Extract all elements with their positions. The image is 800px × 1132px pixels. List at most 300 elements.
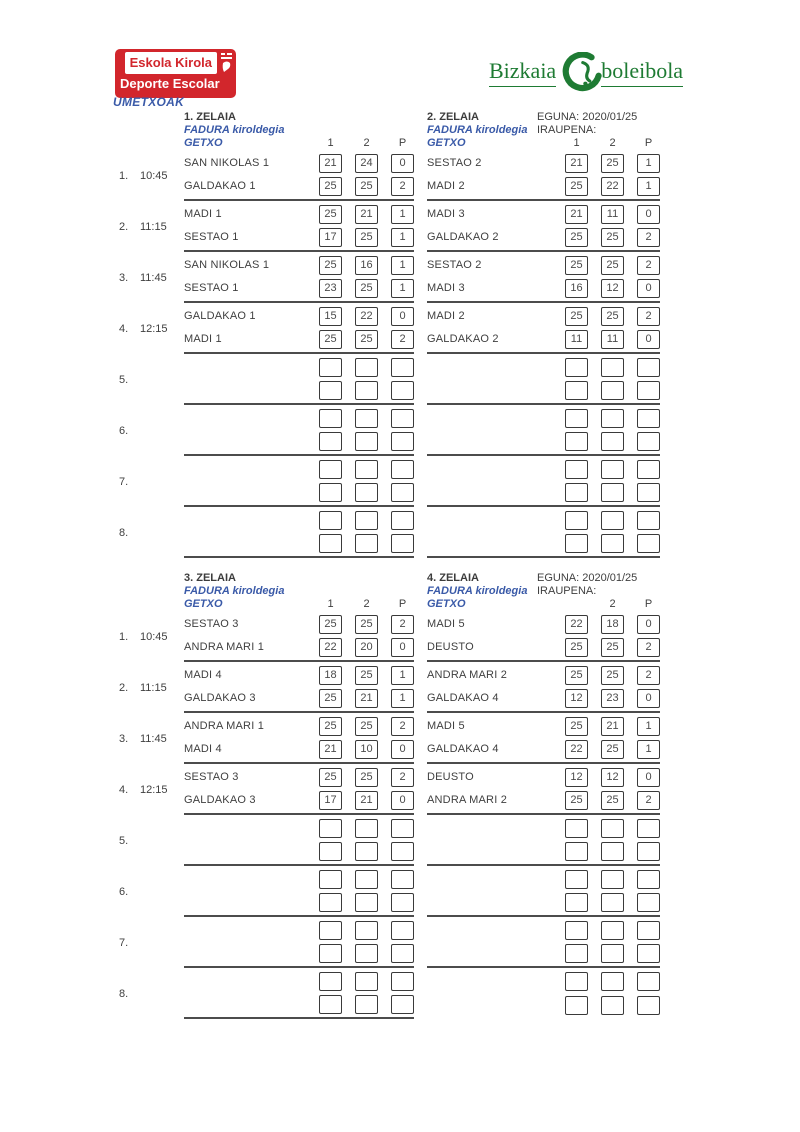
match-row (184, 354, 414, 405)
points-box: 2 (637, 638, 660, 657)
team-line (427, 818, 660, 838)
round-row (112, 662, 184, 713)
set2-score-box (601, 483, 624, 502)
court-block (184, 111, 414, 558)
round-number: 3. (119, 271, 129, 284)
team-name: MADI 3 (427, 208, 465, 220)
team-name: DEUSTO (427, 641, 474, 653)
court-title: 3. ZELAIA (184, 572, 236, 584)
set2-score-box: 25 (601, 228, 624, 247)
set2-score-box (355, 511, 378, 530)
team-line (427, 767, 660, 787)
schedule-section (112, 572, 682, 1019)
team-name: MADI 5 (427, 618, 465, 630)
set2-score-box (355, 944, 378, 963)
team-line (427, 841, 660, 861)
points-box (637, 819, 660, 838)
points-box (391, 534, 414, 553)
points-box (637, 842, 660, 861)
set1-score-box (319, 944, 342, 963)
team-name: DEUSTO (427, 771, 474, 783)
team-line (427, 790, 660, 810)
points-box: 0 (637, 205, 660, 224)
set1-score-box (319, 358, 342, 377)
round-row (112, 968, 184, 1019)
team-name: MADI 4 (184, 669, 222, 681)
set2-score-box: 21 (601, 717, 624, 736)
points-box (391, 893, 414, 912)
set2-score-box: 25 (601, 256, 624, 275)
team-line (184, 920, 414, 940)
points-box: 0 (637, 768, 660, 787)
set1-score-box (565, 511, 588, 530)
set-column-headers (319, 137, 414, 150)
court-title: 2. ZELAIA (427, 111, 479, 123)
set1-score-box (565, 842, 588, 861)
points-box: 2 (391, 615, 414, 634)
points-box: 0 (637, 615, 660, 634)
court-town: GETXO (184, 137, 223, 149)
points-box (637, 972, 660, 991)
set2-score-box (601, 511, 624, 530)
team-name: SAN NIKOLAS 1 (184, 157, 270, 169)
set1-score-box: 25 (565, 228, 588, 247)
volleyball-swirl-icon (558, 52, 604, 96)
set2-score-box: 25 (601, 154, 624, 173)
date-label: EGUNA: 2020/01/25 (537, 111, 638, 123)
match-list (184, 150, 414, 558)
set2-score-box (355, 432, 378, 451)
court-block (184, 572, 414, 1019)
team-line (427, 380, 660, 400)
bizkaia-boleibola-logo (489, 50, 683, 94)
team-line (184, 716, 414, 736)
match-row (184, 713, 414, 764)
set1-score-box (565, 460, 588, 479)
set2-score-box: 10 (355, 740, 378, 759)
points-box (391, 972, 414, 991)
team-line (427, 278, 660, 298)
points-box (391, 460, 414, 479)
points-box: 2 (637, 791, 660, 810)
team-line (427, 329, 660, 349)
set2-score-box: 22 (355, 307, 378, 326)
team-line (184, 431, 414, 451)
set1-score-box (319, 511, 342, 530)
points-box: 2 (391, 717, 414, 736)
round-row (112, 354, 184, 405)
set1-score-box: 25 (565, 638, 588, 657)
set1-score-box (565, 893, 588, 912)
round-time: 11:15 (140, 220, 167, 233)
team-name: SESTAO 2 (427, 259, 482, 271)
eskola-kirola-title: Eskola Kirola (125, 52, 217, 74)
points-box (391, 409, 414, 428)
team-name: SESTAO 1 (184, 231, 239, 243)
set1-score-box (565, 996, 588, 1015)
round-row (112, 764, 184, 815)
points-box: 0 (637, 330, 660, 349)
set1-score-box (319, 819, 342, 838)
court-town: GETXO (184, 598, 223, 610)
set2-score-box (355, 409, 378, 428)
schedule-sections (112, 111, 682, 1033)
round-row (112, 252, 184, 303)
match-row (184, 456, 414, 507)
schedule-section (112, 111, 682, 558)
match-row (184, 507, 414, 558)
round-row (112, 611, 184, 662)
match-list (427, 150, 660, 558)
court-venue: FADURA kiroldegia (184, 585, 285, 597)
team-line (184, 767, 414, 787)
court-block (427, 572, 660, 1019)
duration-label: IRAUPENA: (537, 124, 597, 136)
set1-column-header: 1 (327, 598, 334, 610)
team-name: SESTAO 1 (184, 282, 239, 294)
set2-column-header: 2 (363, 598, 370, 610)
set2-score-box (355, 870, 378, 889)
team-line (184, 255, 414, 275)
match-row (427, 405, 660, 456)
set2-score-box (601, 944, 624, 963)
set-column-headers (319, 598, 414, 611)
points-box: 2 (637, 228, 660, 247)
points-box (637, 432, 660, 451)
set1-score-box (565, 483, 588, 502)
round-row (112, 917, 184, 968)
set1-score-box: 25 (319, 689, 342, 708)
points-box (391, 432, 414, 451)
team-line (427, 995, 660, 1015)
set2-score-box: 21 (355, 791, 378, 810)
round-time: 10:45 (140, 169, 168, 182)
rounds-column (112, 111, 184, 558)
match-row (184, 764, 414, 815)
set-column-headers (565, 137, 660, 150)
round-number: 3. (119, 732, 129, 745)
set2-score-box (355, 842, 378, 861)
round-time: 12:15 (140, 322, 168, 335)
set2-score-box (601, 460, 624, 479)
team-line (184, 408, 414, 428)
set2-score-box: 21 (355, 205, 378, 224)
set1-score-box: 25 (319, 768, 342, 787)
team-line (427, 431, 660, 451)
points-box (637, 358, 660, 377)
set2-score-box: 25 (355, 330, 378, 349)
team-line (184, 153, 414, 173)
team-name: ANDRA MARI 2 (427, 794, 508, 806)
team-line (427, 227, 660, 247)
points-box (637, 511, 660, 530)
points-box: 1 (391, 689, 414, 708)
set1-score-box (319, 432, 342, 451)
round-number: 8. (119, 526, 129, 539)
court-header (184, 111, 414, 150)
points-box (391, 921, 414, 940)
set2-score-box: 25 (355, 717, 378, 736)
match-row (184, 662, 414, 713)
team-name: MADI 2 (427, 180, 465, 192)
set1-score-box (319, 483, 342, 502)
set1-score-box: 25 (565, 177, 588, 196)
points-box (391, 381, 414, 400)
points-box (637, 460, 660, 479)
set2-score-box: 25 (601, 307, 624, 326)
set2-score-box: 25 (355, 768, 378, 787)
set2-column-header: 2 (609, 598, 616, 610)
team-line (184, 614, 414, 634)
set2-score-box (601, 432, 624, 451)
team-name: MADI 3 (427, 282, 465, 294)
set2-score-box (601, 358, 624, 377)
team-name: GALDAKAO 2 (427, 333, 499, 345)
team-name: GALDAKAO 4 (427, 692, 499, 704)
team-line (427, 204, 660, 224)
set2-score-box (355, 460, 378, 479)
set1-score-box (565, 819, 588, 838)
points-box: 0 (391, 740, 414, 759)
round-time: 11:45 (140, 271, 167, 284)
team-line (427, 357, 660, 377)
set1-score-box (319, 972, 342, 991)
round-row (112, 201, 184, 252)
team-line (184, 994, 414, 1014)
team-line (427, 510, 660, 530)
team-name: SESTAO 3 (184, 771, 239, 783)
team-line (427, 688, 660, 708)
points-box: 1 (391, 279, 414, 298)
set1-score-box (565, 944, 588, 963)
set2-score-box: 25 (355, 666, 378, 685)
team-line (184, 227, 414, 247)
match-row (427, 917, 660, 968)
set1-score-box (319, 842, 342, 861)
set1-score-box (565, 870, 588, 889)
round-row (112, 713, 184, 764)
points-box (637, 483, 660, 502)
set2-score-box: 20 (355, 638, 378, 657)
points-box: 0 (637, 689, 660, 708)
points-box (391, 870, 414, 889)
points-box: 0 (391, 791, 414, 810)
set2-score-box: 18 (601, 615, 624, 634)
set1-score-box: 25 (319, 177, 342, 196)
set2-score-box (355, 534, 378, 553)
points-box: 0 (637, 279, 660, 298)
date-label: EGUNA: 2020/01/25 (537, 572, 638, 584)
team-line (184, 278, 414, 298)
team-line (427, 533, 660, 553)
round-number: 8. (119, 987, 129, 1000)
deporte-escolar-title: Deporte Escolar (120, 76, 220, 91)
set2-score-box: 25 (601, 791, 624, 810)
set2-score-box: 24 (355, 154, 378, 173)
team-line (184, 971, 414, 991)
team-line (184, 357, 414, 377)
match-row (427, 611, 660, 662)
set2-score-box (601, 893, 624, 912)
set1-score-box: 22 (319, 638, 342, 657)
bizkaia-wordmark: Bizkaia (489, 58, 556, 87)
round-row (112, 507, 184, 558)
set2-score-box: 25 (355, 615, 378, 634)
set1-score-box: 21 (319, 740, 342, 759)
round-time: 12:15 (140, 783, 168, 796)
set1-score-box (565, 409, 588, 428)
team-line (184, 790, 414, 810)
match-row (184, 303, 414, 354)
points-column-header: P (398, 137, 407, 149)
points-box (391, 819, 414, 838)
team-line (427, 482, 660, 502)
set1-score-box (565, 972, 588, 991)
points-column-header: P (644, 598, 653, 610)
team-name: SAN NIKOLAS 1 (184, 259, 270, 271)
set1-score-box: 21 (565, 154, 588, 173)
team-line (427, 892, 660, 912)
match-row (427, 866, 660, 917)
team-name: SESTAO 2 (427, 157, 482, 169)
court-title: 4. ZELAIA (427, 572, 479, 584)
team-line (427, 459, 660, 479)
boleibola-wordmark: boleibola (601, 58, 683, 87)
team-line (427, 972, 660, 992)
team-name: SESTAO 3 (184, 618, 239, 630)
set1-score-box: 21 (319, 154, 342, 173)
set2-column-header: 2 (609, 137, 616, 149)
rounds-column (112, 572, 184, 1019)
court-town: GETXO (427, 137, 466, 149)
team-line (427, 869, 660, 889)
set2-score-box (355, 819, 378, 838)
team-line (184, 637, 414, 657)
round-row (112, 815, 184, 866)
team-line (184, 841, 414, 861)
points-box (637, 534, 660, 553)
match-row (184, 611, 414, 662)
set1-score-box (319, 995, 342, 1014)
team-line (184, 869, 414, 889)
set1-score-box: 25 (565, 791, 588, 810)
set2-score-box (601, 972, 624, 991)
set1-score-box (565, 381, 588, 400)
round-number: 2. (119, 681, 129, 694)
points-box (637, 409, 660, 428)
team-line (184, 892, 414, 912)
set1-score-box (319, 409, 342, 428)
match-row (427, 662, 660, 713)
team-line (427, 637, 660, 657)
match-row (427, 303, 660, 354)
points-column-header: P (644, 137, 653, 149)
set1-score-box: 22 (565, 740, 588, 759)
team-name: GALDAKAO 1 (184, 310, 256, 322)
set1-score-box: 12 (565, 768, 588, 787)
points-box: 1 (391, 256, 414, 275)
set1-score-box: 17 (319, 228, 342, 247)
team-name: MADI 1 (184, 333, 222, 345)
points-box (637, 870, 660, 889)
points-box (391, 511, 414, 530)
set2-score-box: 25 (355, 279, 378, 298)
team-name: GALDAKAO 4 (427, 743, 499, 755)
points-box: 1 (391, 205, 414, 224)
set1-score-box: 25 (565, 666, 588, 685)
team-line (184, 510, 414, 530)
points-box (637, 381, 660, 400)
set1-score-box (319, 870, 342, 889)
team-name: MADI 2 (427, 310, 465, 322)
team-name: ANDRA MARI 1 (184, 720, 265, 732)
points-box: 2 (391, 768, 414, 787)
set2-score-box (601, 381, 624, 400)
round-number: 4. (119, 322, 129, 335)
points-box: 2 (637, 666, 660, 685)
set2-score-box: 11 (601, 205, 624, 224)
set1-score-box: 21 (565, 205, 588, 224)
set1-score-box (565, 432, 588, 451)
set2-score-box (601, 870, 624, 889)
points-box (637, 921, 660, 940)
round-row (112, 456, 184, 507)
set2-score-box: 25 (601, 638, 624, 657)
points-box: 2 (391, 330, 414, 349)
match-row (427, 713, 660, 764)
team-line (184, 943, 414, 963)
match-row (427, 252, 660, 303)
team-line (427, 943, 660, 963)
court-header (427, 111, 660, 150)
set1-score-box: 15 (319, 307, 342, 326)
team-line (427, 614, 660, 634)
set2-score-box: 25 (601, 666, 624, 685)
team-name: ANDRA MARI 1 (184, 641, 265, 653)
match-row (184, 150, 414, 201)
team-line (427, 306, 660, 326)
round-row (112, 303, 184, 354)
set1-score-box: 22 (565, 615, 588, 634)
set1-column-header: 1 (573, 137, 580, 149)
round-number: 4. (119, 783, 129, 796)
set2-score-box (355, 921, 378, 940)
team-line (184, 533, 414, 553)
set1-score-box (319, 921, 342, 940)
points-box: 1 (637, 154, 660, 173)
team-line (427, 716, 660, 736)
match-row (427, 968, 660, 1019)
set1-score-box (319, 534, 342, 553)
eskola-kirola-logo (115, 49, 236, 98)
team-line (184, 176, 414, 196)
court-block (427, 111, 660, 558)
courts-row (184, 572, 660, 1019)
set1-score-box: 25 (319, 205, 342, 224)
category-title: UMETXOAK (113, 95, 185, 109)
points-box (391, 483, 414, 502)
court-title: 1. ZELAIA (184, 111, 236, 123)
eskola-kirola-logo-top (118, 52, 233, 74)
team-line (184, 306, 414, 326)
match-row (427, 201, 660, 252)
set1-score-box: 12 (565, 689, 588, 708)
round-number: 5. (119, 373, 129, 386)
set1-score-box (565, 534, 588, 553)
round-time: 11:45 (140, 732, 167, 745)
match-row (427, 354, 660, 405)
points-box (391, 944, 414, 963)
